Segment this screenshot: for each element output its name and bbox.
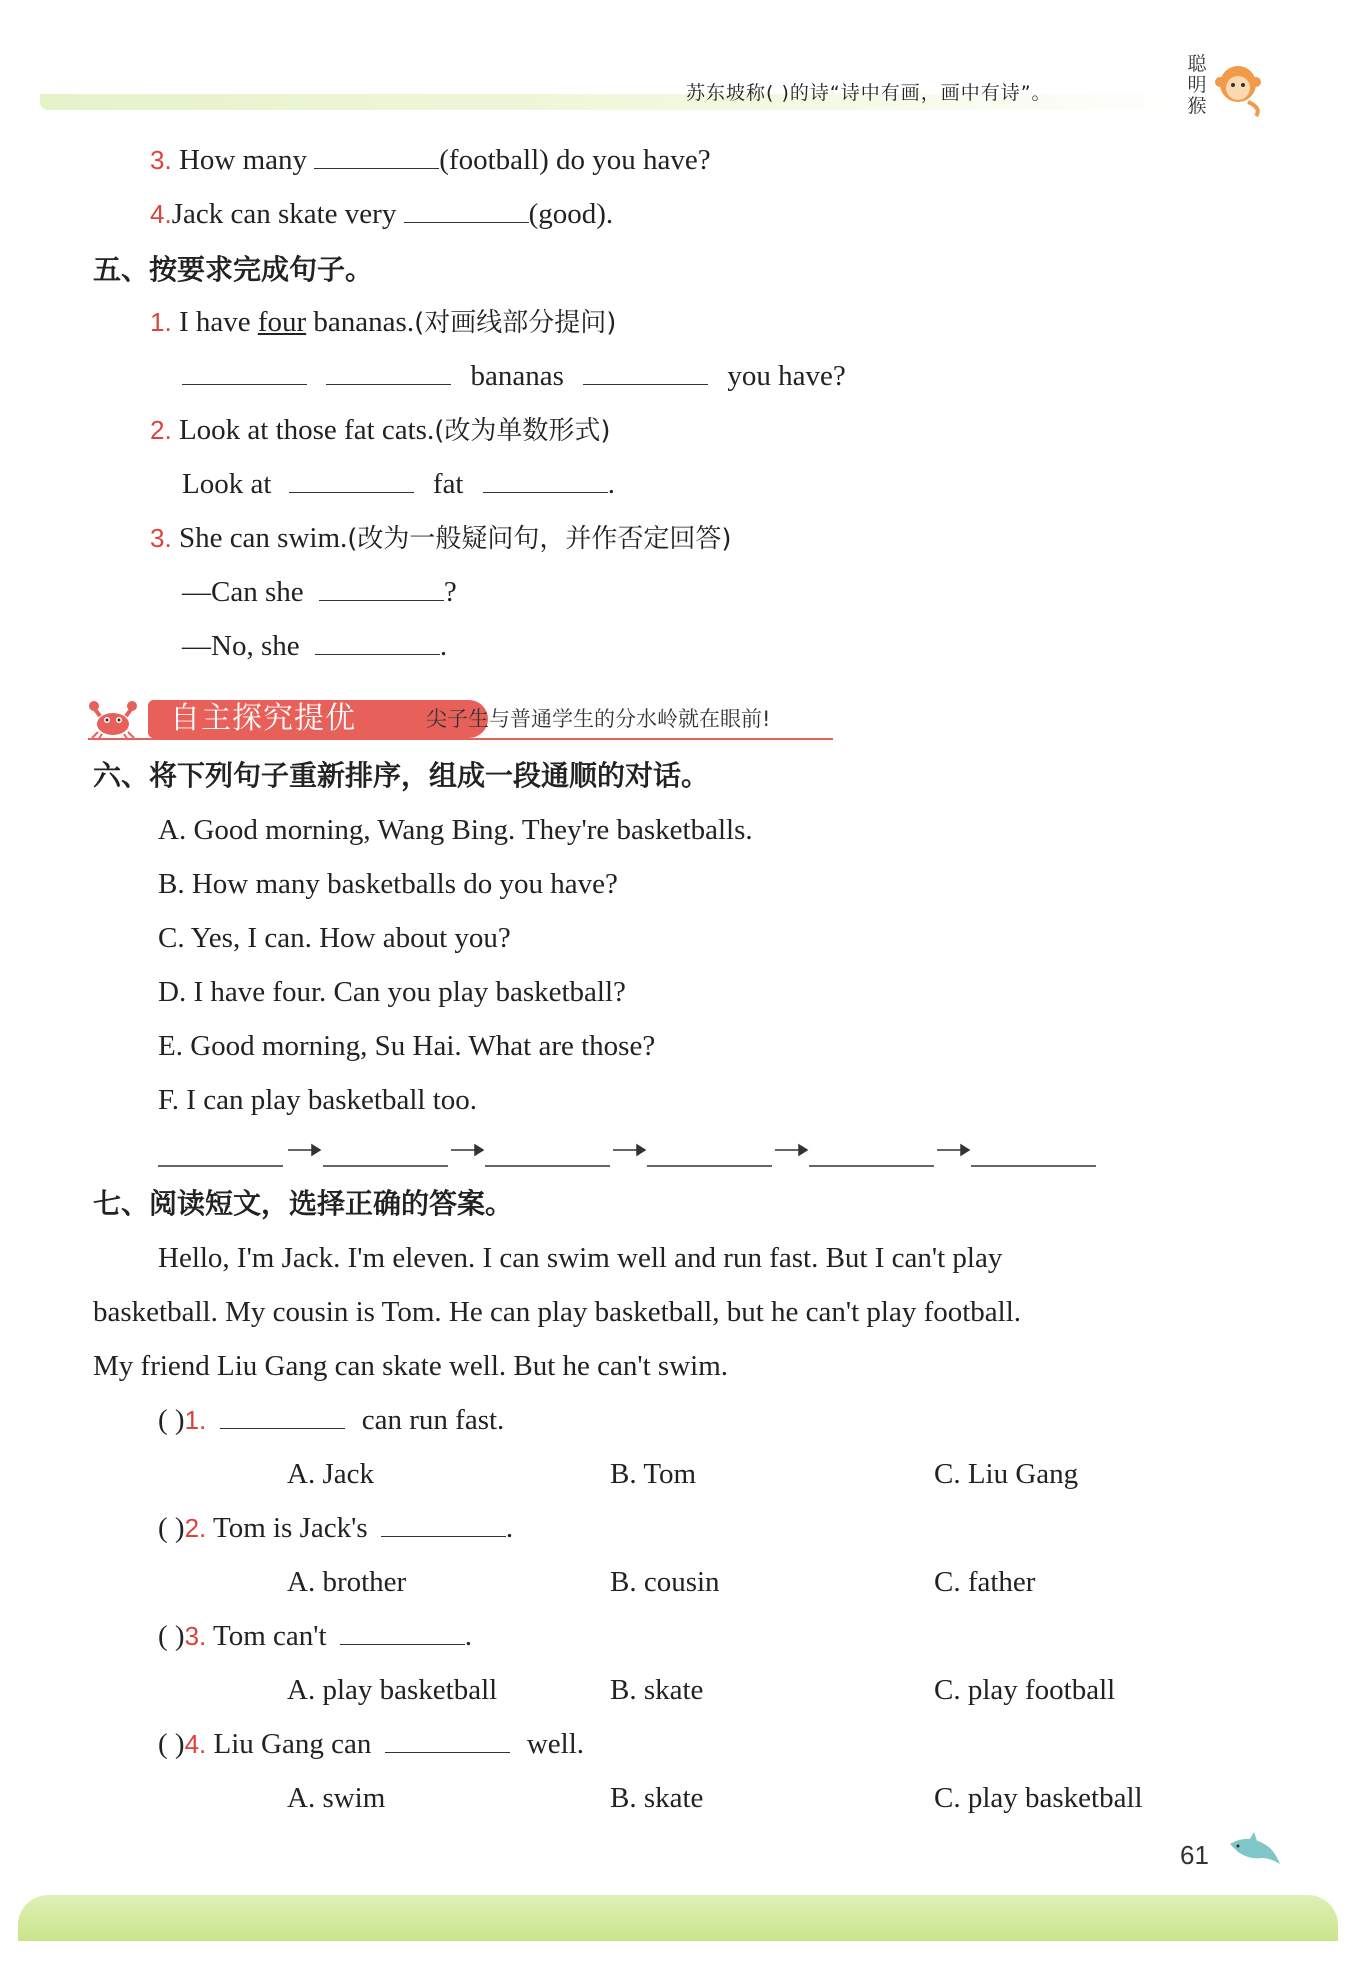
question-text: (football) do you have? bbox=[439, 144, 711, 176]
underlined-word: four bbox=[257, 306, 307, 338]
question-4-4 bbox=[150, 196, 613, 232]
question-text: . bbox=[505, 1512, 514, 1544]
option-a: A. brother bbox=[287, 1566, 407, 1598]
option-c: C. father bbox=[934, 1566, 1036, 1598]
answer-line-5-2 bbox=[182, 466, 615, 502]
answer-blank[interactable] bbox=[483, 466, 608, 493]
section-title-7: 七、阅读短文，选择正确的答案。 bbox=[93, 1187, 514, 1220]
answer-blank[interactable] bbox=[182, 358, 307, 385]
arrow-icon bbox=[961, 1145, 969, 1155]
option-a: A. Jack bbox=[287, 1458, 374, 1490]
answer-text: Look at bbox=[182, 468, 272, 500]
question-number: 4. bbox=[150, 199, 172, 229]
answer-blank[interactable] bbox=[583, 358, 708, 385]
question-text: Liu Gang can bbox=[213, 1728, 372, 1760]
question-text: Look at those fat cats. bbox=[178, 414, 435, 446]
monkey-icon bbox=[1210, 58, 1266, 118]
question-text: How many bbox=[178, 144, 308, 176]
logo-char: 明 bbox=[1187, 74, 1207, 96]
instruction: (改为一般疑问句，并作否定回答) bbox=[347, 524, 732, 554]
question-number: 3. bbox=[150, 145, 172, 175]
option-line: C. Yes, I can. How about you? bbox=[158, 922, 511, 954]
question-text: can run fast. bbox=[361, 1404, 505, 1436]
question-5-3 bbox=[150, 520, 732, 557]
question-5-2 bbox=[150, 412, 611, 449]
option-a: A. swim bbox=[287, 1782, 386, 1814]
answer-blank[interactable] bbox=[289, 466, 414, 493]
question-text: bananas. bbox=[306, 306, 415, 338]
answer-blank[interactable] bbox=[404, 196, 529, 223]
dolphin-icon bbox=[1226, 1830, 1282, 1870]
arrow-icon bbox=[799, 1145, 807, 1155]
monkey-logo bbox=[1180, 52, 1270, 122]
answer-blank[interactable] bbox=[315, 628, 440, 655]
logo-char: 猴 bbox=[1187, 95, 1207, 117]
answer-line-5-1 bbox=[182, 358, 846, 394]
question-4-3 bbox=[150, 142, 711, 178]
option-line: E. Good morning, Su Hai. What are those? bbox=[158, 1030, 656, 1062]
crab-icon bbox=[88, 696, 138, 742]
arrow-icon bbox=[475, 1145, 483, 1155]
question-text: . bbox=[464, 1620, 473, 1652]
option-line: F. I can play basketball too. bbox=[158, 1084, 478, 1116]
page-number: 61 bbox=[1180, 1840, 1209, 1870]
answer-text: —Can she bbox=[182, 576, 304, 608]
option-b: B. Tom bbox=[610, 1458, 697, 1490]
question-7-1 bbox=[158, 1402, 504, 1438]
banner-underline bbox=[88, 738, 833, 740]
answer-blank[interactable] bbox=[340, 1618, 465, 1645]
answer-text: . bbox=[439, 630, 448, 662]
option-b: B. cousin bbox=[610, 1566, 720, 1598]
header-text: 苏东坡称( )的诗“诗中有画，画中有诗”。 bbox=[686, 82, 1052, 104]
question-number: 1. bbox=[150, 307, 172, 337]
answer-blank[interactable] bbox=[220, 1402, 345, 1429]
arrow-icon bbox=[637, 1145, 645, 1155]
answer-text: . bbox=[607, 468, 615, 500]
logo-char: 聪 bbox=[1187, 53, 1207, 75]
question-number: 3. bbox=[150, 523, 172, 553]
question-7-3 bbox=[158, 1618, 472, 1654]
passage-line: Hello, I'm Jack. I'm eleven. I can swim well and run fast. But I can't play bbox=[158, 1242, 1003, 1274]
answer-line-5-3a bbox=[182, 574, 457, 610]
answer-text: —No, she bbox=[182, 630, 300, 662]
question-text: well. bbox=[526, 1728, 585, 1760]
option-line: D. I have four. Can you play basketball? bbox=[158, 976, 626, 1008]
answer-blank[interactable] bbox=[326, 358, 451, 385]
question-number: 2. bbox=[150, 415, 172, 445]
banner-slogan: 尖子生与普通学生的分水岭就在眼前! bbox=[426, 707, 771, 731]
arrow-icon bbox=[312, 1145, 320, 1155]
question-text: Tom can't bbox=[213, 1620, 327, 1652]
option-line: A. Good morning, Wang Bing. They're basketballs. bbox=[158, 814, 753, 846]
passage-line: basketball. My cousin is Tom. He can play basketball, but he can't play football. bbox=[93, 1296, 1022, 1328]
answer-blank[interactable] bbox=[314, 142, 439, 169]
answer-line-5-3b bbox=[182, 628, 447, 664]
question-number: 3. bbox=[184, 1621, 207, 1651]
banner-title: 自主探究提优 bbox=[148, 700, 488, 738]
section-title-6: 六、将下列句子重新排序，组成一段通顺的对话。 bbox=[93, 759, 710, 792]
answer-paren[interactable]: ( ) bbox=[158, 1512, 185, 1544]
option-b: B. skate bbox=[610, 1782, 704, 1814]
question-number: 1. bbox=[184, 1405, 207, 1435]
option-c: C. Liu Gang bbox=[934, 1458, 1079, 1490]
question-number: 2. bbox=[184, 1513, 207, 1543]
answer-blank[interactable] bbox=[381, 1510, 506, 1537]
option-line: B. How many basketballs do you have? bbox=[158, 868, 618, 900]
question-text: (good). bbox=[528, 198, 614, 230]
answer-blank[interactable] bbox=[385, 1726, 510, 1753]
instruction: (对画线部分提问) bbox=[414, 308, 617, 338]
question-text: I have bbox=[178, 306, 258, 338]
instruction: (改为单数形式) bbox=[434, 416, 611, 446]
answer-text: bananas bbox=[470, 360, 564, 392]
section-banner bbox=[88, 696, 833, 742]
section-title-5: 五、按要求完成句子。 bbox=[93, 253, 374, 286]
question-number: 4. bbox=[184, 1729, 207, 1759]
answer-paren[interactable]: ( ) bbox=[158, 1404, 185, 1436]
option-c: C. play basketball bbox=[934, 1782, 1143, 1814]
question-text: Jack can skate very bbox=[171, 198, 397, 230]
question-7-4 bbox=[158, 1726, 584, 1762]
question-7-2 bbox=[158, 1510, 513, 1546]
answer-paren[interactable]: ( ) bbox=[158, 1728, 185, 1760]
order-answer-row bbox=[158, 1142, 1103, 1168]
option-c: C. play football bbox=[934, 1674, 1116, 1706]
answer-paren[interactable]: ( ) bbox=[158, 1620, 185, 1652]
question-text: Tom is Jack's bbox=[213, 1512, 368, 1544]
answer-text: ? bbox=[443, 576, 457, 608]
option-a: A. play basketball bbox=[287, 1674, 498, 1706]
answer-text: fat bbox=[432, 468, 464, 500]
answer-text: you have? bbox=[727, 360, 846, 392]
footer-bar bbox=[18, 1895, 1338, 1941]
passage-line: My friend Liu Gang can skate well. But he can't swim. bbox=[93, 1350, 729, 1382]
question-5-1 bbox=[150, 304, 616, 341]
answer-blank[interactable] bbox=[319, 574, 444, 601]
question-text: She can swim. bbox=[178, 522, 348, 554]
option-b: B. skate bbox=[610, 1674, 704, 1706]
